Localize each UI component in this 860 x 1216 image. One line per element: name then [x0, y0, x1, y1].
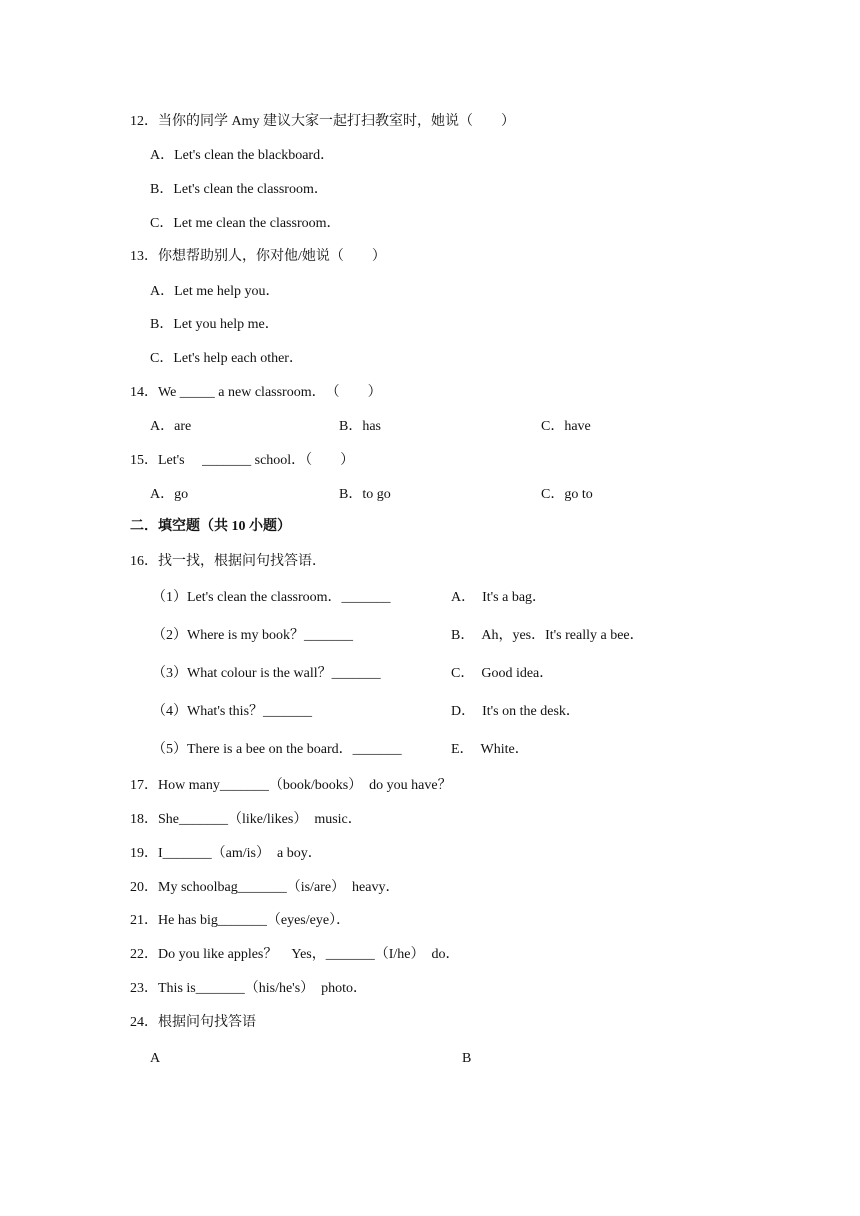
match-left-4: （4）What's this？_______: [152, 704, 313, 719]
question-19: 19．I_______（am/is） a boy．: [130, 846, 322, 861]
question-24-column-b: B: [462, 1051, 472, 1066]
question-12-option-a: A．Let's clean the blackboard．: [150, 148, 335, 163]
match-right-d: D． It's on the desk．: [451, 704, 580, 719]
match-left-3: （3）What colour is the wall？_______: [152, 666, 381, 681]
question-13-option-c: C．Let's help each other．: [150, 351, 303, 366]
question-22: 22．Do you like apples？ Yes，_______（I/he） do．: [130, 947, 460, 962]
match-left-5: （5）There is a bee on the board．_______: [152, 742, 402, 757]
match-right-a: A． It's a bag．: [451, 590, 547, 605]
question-12-stem: 12．当你的同学 Amy 建议大家一起打扫教室时，她说（ ）: [130, 114, 515, 129]
match-right-b: B． Ah，yes．It's really a bee．: [451, 628, 644, 643]
question-17: 17．How many_______（book/books） do you have？: [130, 778, 452, 793]
question-20: 20．My schoolbag_______（is/are） heavy．: [130, 880, 400, 895]
section-2-heading: 二．填空题（共 10 小题）: [130, 519, 291, 534]
question-12-option-c: C．Let me clean the classroom．: [150, 216, 341, 231]
question-18: 18．She_______（like/likes） music．: [130, 812, 362, 827]
question-14-option-a: A．are: [150, 419, 192, 434]
question-14-option-b: B．has: [339, 419, 381, 434]
question-21: 21．He has big_______（eyes/eye）．: [130, 913, 351, 928]
question-24-column-a: A: [150, 1051, 161, 1066]
question-13-option-a: A．Let me help you．: [150, 284, 280, 299]
question-23: 23．This is_______（his/he's） photo．: [130, 981, 368, 996]
question-13-option-b: B．Let you help me．: [150, 317, 279, 332]
question-14-stem: 14．We _____ a new classroom． （ ）: [130, 385, 382, 400]
question-15-option-b: B．to go: [339, 487, 391, 502]
question-15-stem: 15．Let's _______ school．（ ）: [130, 453, 355, 468]
question-15-option-a: A．go: [150, 487, 189, 502]
question-13-stem: 13．你想帮助别人，你对他/她说（ ）: [130, 249, 386, 264]
question-12-option-b: B．Let's clean the classroom．: [150, 182, 328, 197]
question-14-option-c: C．have: [541, 419, 591, 434]
question-24-stem: 24．根据问句找答语: [130, 1015, 256, 1030]
question-15-option-c: C．go to: [541, 487, 593, 502]
match-right-e: E． White．: [451, 742, 529, 757]
question-16-stem: 16．找一找，根据问句找答语．: [130, 554, 326, 569]
match-left-2: （2）Where is my book？_______: [152, 628, 354, 643]
match-right-c: C． Good idea．: [451, 666, 554, 681]
match-left-1: （1）Let's clean the classroom．_______: [152, 590, 391, 605]
